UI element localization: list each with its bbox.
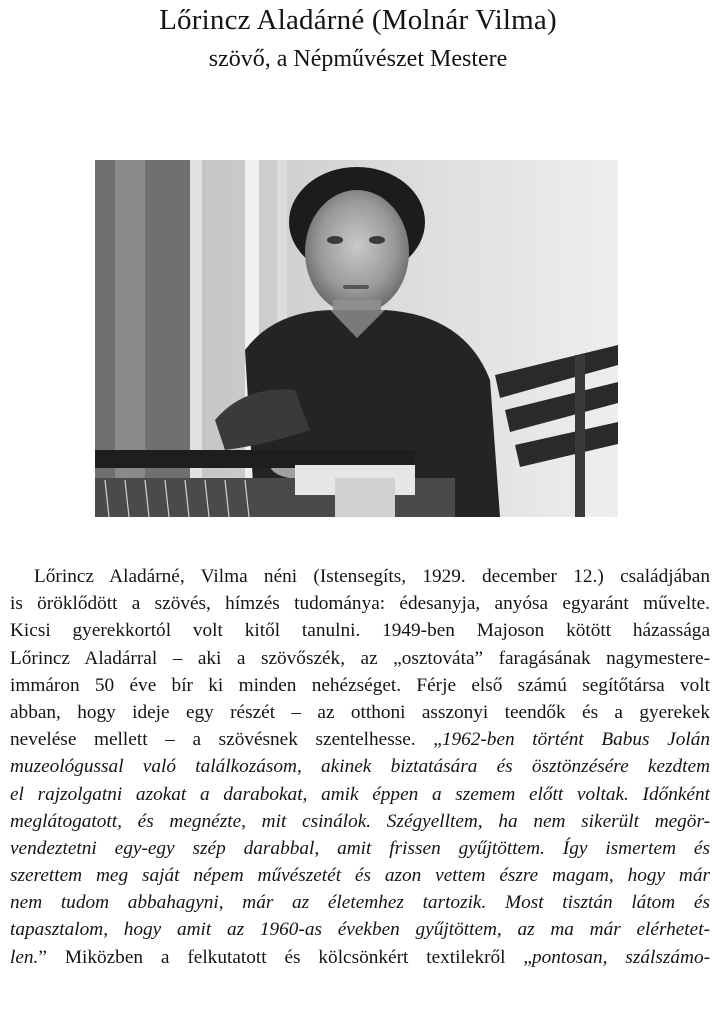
text-span: is öröklődött a szövés, hímzés tudománya: édesanyja, anyósa egyaránt művelte. xyxy=(10,593,710,615)
quote-span: el rajzolgatni azokat a darabokat, amik éppen a szemem előtt voltak. Időnként xyxy=(10,783,710,805)
text-line xyxy=(10,726,710,753)
text-line xyxy=(10,835,710,862)
text-span: Kicsi gyerekkortól volt kitől tanulni. 1949-ben Majoson kötött házassága xyxy=(10,620,710,642)
article-body xyxy=(10,563,710,971)
text-span: nevelése mellett – a szövésnek szentelhesse. „ xyxy=(10,729,442,751)
text-line xyxy=(10,672,710,699)
text-line xyxy=(10,617,710,644)
text-line xyxy=(10,645,710,672)
text-line xyxy=(10,753,710,780)
text-line xyxy=(10,590,710,617)
text-line xyxy=(10,889,710,916)
text-span: immáron 50 éve bír ki minden nehézséget. Férje első számú segítőtársa volt xyxy=(10,674,710,696)
text-span: Lőrincz Aladárné, Vilma néni (Istensegíts, 1929. december 12.) családjában xyxy=(34,566,710,587)
page-title: Lőrincz Aladárné (Molnár Vilma) xyxy=(159,4,557,36)
text-line xyxy=(10,781,710,808)
quote-span: vendeztetni egy-egy szép darabbal, amit frissen gyűjtöttem. Így ismertem és xyxy=(10,837,710,859)
text-span: ” Miközben a felkutatott és kölcsönkért textilekről „ xyxy=(38,946,532,968)
quote-span: tapasztalom, hogy amit az 1960-as években gyűjtöttem, az ma már elérhetet- xyxy=(10,919,710,941)
text-line xyxy=(10,916,710,943)
portrait-photo xyxy=(95,160,618,517)
quote-span: szerettem meg saját népem művészetét és azon vettem észre magam, hogy már xyxy=(10,865,710,887)
quote-span: 1962-ben történt Babus Jolán xyxy=(441,729,710,751)
text-line xyxy=(10,862,710,889)
quote-span: muzeológussal való találkozásom, akinek biztatására és ösztönzésére kezdtem xyxy=(10,756,710,778)
text-span: abban, hogy ideje egy részét – az otthoni asszonyi teendők és a gyerekek xyxy=(10,701,710,723)
quote-span: len. xyxy=(10,946,39,968)
text-span: Lőrincz Aladárral – aki a szövőszék, az „osztováta” faragásának nagymestere- xyxy=(10,647,710,669)
text-line xyxy=(10,699,710,726)
quote-span: meglátogatott, és megnézte, mit csinálok. Szégyelltem, ha nem sikerült megör- xyxy=(10,810,710,832)
text-line xyxy=(10,808,710,835)
page-subtitle: szövő, a Népművészet Mestere xyxy=(208,46,508,72)
text-line xyxy=(10,944,710,971)
quote-span: nem tudom abbahagyni, már az életemhez tartozik. Most tisztán látom és xyxy=(10,892,710,914)
text-line xyxy=(10,563,710,590)
quote-span: pontosan, szálszámo- xyxy=(531,946,710,968)
